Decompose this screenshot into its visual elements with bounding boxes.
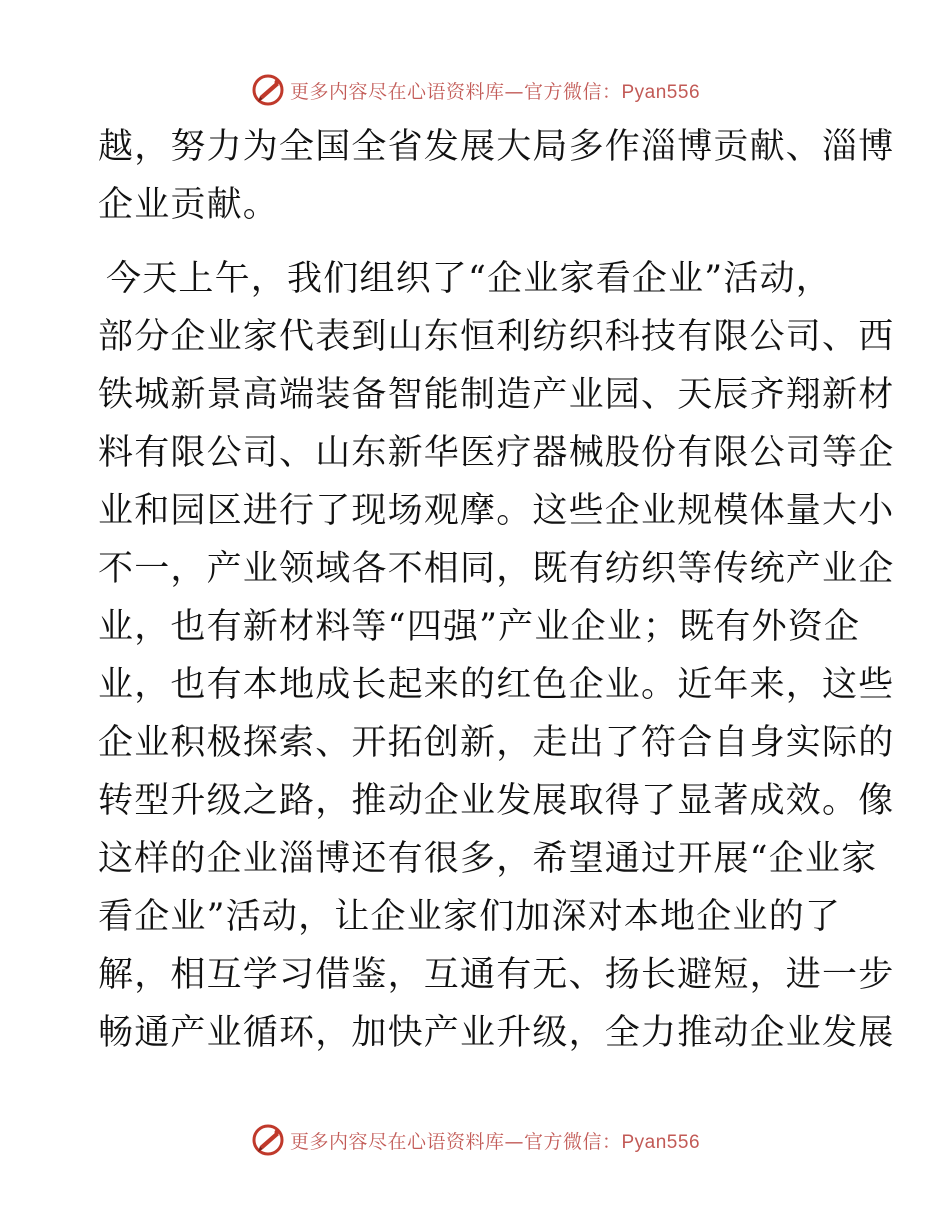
text-line: 畅通产业循环，加快产业升级，全力推动企业发展 [98,1013,895,1053]
text-line: 业，也有新材料等“四强”产业企业；既有外资企 [98,607,861,647]
text-line: 今天上午，我们组织了“企业家看企业”活动， [106,259,832,299]
text-line: 企业贡献。 [98,185,280,225]
text-line: 不一，产业领域各不相同，既有纺织等传统产业企 [98,549,895,589]
banner-text [290,1127,700,1154]
banner-wechat-id: Pyan556 [621,81,701,103]
pen-logo-icon [250,72,286,108]
footer-banner [0,1120,950,1160]
banner-suffix: 官方微信： [523,1130,622,1153]
banner-prefix: 更多内容尽在心语资料库 [289,1130,505,1153]
document-body [98,118,895,1062]
banner-prefix: 更多内容尽在心语资料库 [289,80,505,103]
text-line: 解，相互学习借鉴，互通有无、扬长避短，进一步 [98,955,895,995]
text-line: 部分企业家代表到山东恒利纺织科技有限公司、西 [98,317,895,357]
text-line: 看企业”活动，让企业家们加深对本地企业的了 [98,897,842,937]
text-line: 业，也有本地成长起来的红色企业。近年来，这些 [98,665,895,705]
banner-text [290,77,700,104]
paragraph-1 [98,118,895,234]
text-line: 这样的企业淄博还有很多，希望通过开展“企业家 [98,839,878,879]
text-line: 铁城新景高端装备智能制造产业园、天辰齐翔新材 [98,375,895,415]
header-banner [0,70,950,110]
text-line: 企业积极探索、开拓创新，走出了符合自身实际的 [98,723,895,763]
text-line: 业和园区进行了现场观摩。这些企业规模体量大小 [98,491,895,531]
text-line: 越，努力为全国全省发展大局多作淄博贡献、淄博 [98,127,895,167]
paragraph-2 [98,250,895,1062]
banner-wechat-id: Pyan556 [621,1131,701,1153]
banner-dash: — [504,1130,524,1153]
banner-suffix: 官方微信： [523,80,622,103]
text-line: 料有限公司、山东新华医疗器械股份有限公司等企 [98,433,895,473]
banner-dash: — [504,80,524,103]
pen-logo-icon [250,1122,286,1158]
text-line: 转型升级之路，推动企业发展取得了显著成效。像 [98,781,895,821]
